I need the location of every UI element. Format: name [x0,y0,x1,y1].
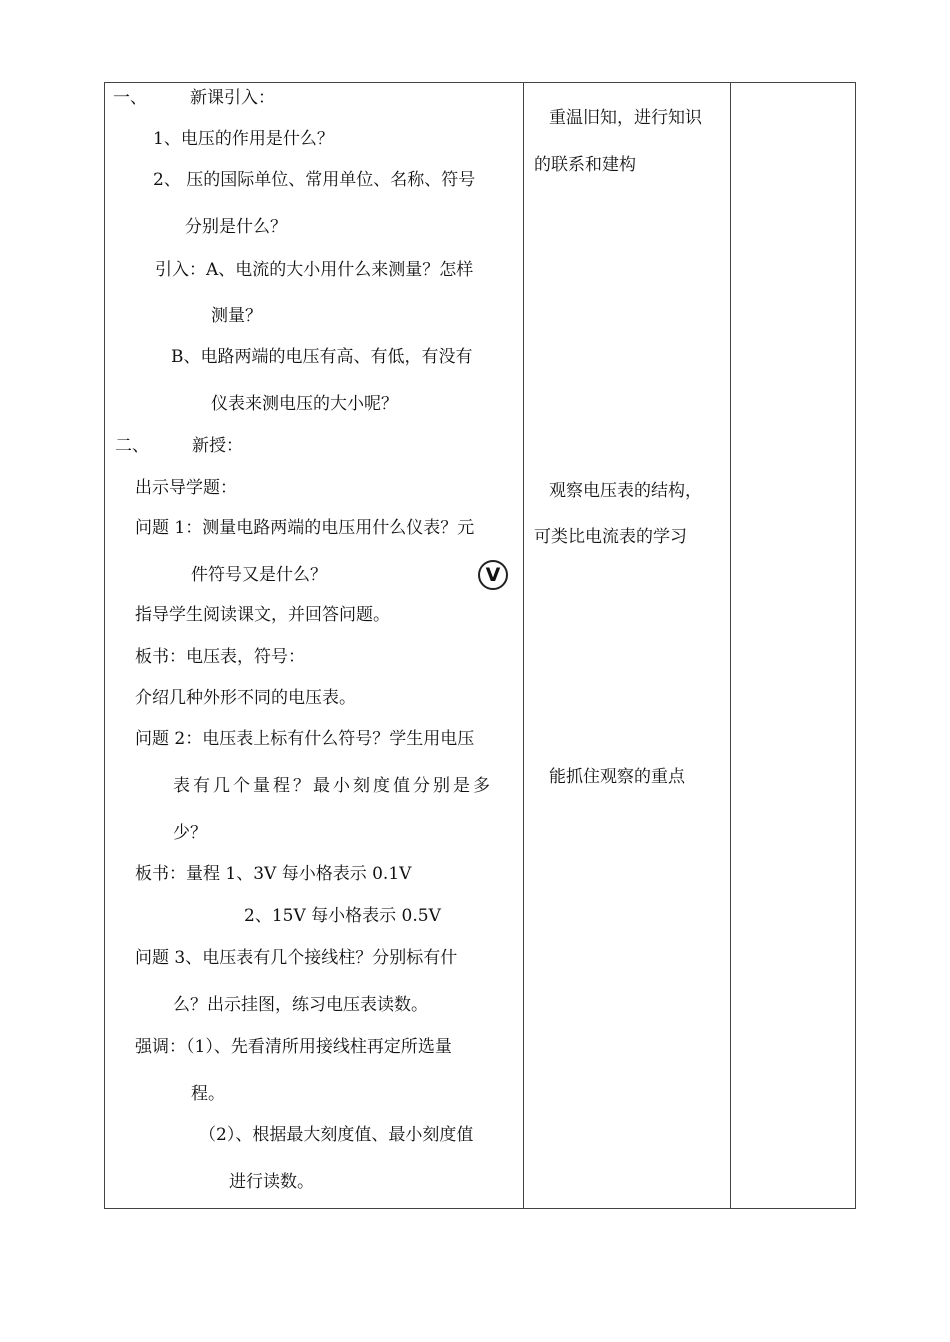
question-text: 么？出示挂图，练习电压表读数。 [173,995,428,1015]
intent-note: 观察电压表的结构， [549,481,702,501]
emphasis-text: 强调：（1）、先看清所用接线柱再定所选量 [135,1037,452,1057]
body-text: 介绍几种外形不同的电压表。 [135,688,356,708]
column-divider [730,83,731,1208]
question-text: 表有几个量程？最小刻度值分别是多 [173,776,493,796]
voltmeter-symbol-icon: V [478,560,508,590]
intro-text: 引入：A、电流的大小用什么来测量？怎样 [155,260,474,280]
lesson-table [104,82,856,1209]
question-text: 问题 1：测量电路两端的电压用什么仪表？元 [135,518,475,538]
intro-text: 仪表来测电压的大小呢？ [211,394,398,414]
question-text: 件符号又是什么？ [191,565,327,585]
intro-text: 测量？ [211,306,262,326]
section-number: 一、 [113,88,147,108]
board-text: 板书：电压表，符号： [135,647,305,667]
body-text: 指导学生阅读课文，并回答问题。 [135,605,390,625]
board-text: 板书：量程 1、3V 每小格表示 0.1V [135,864,412,884]
question-text: 问题 3、电压表有几个接线柱？分别标有什 [135,948,458,968]
intent-note: 的联系和建构 [534,155,636,175]
guide-text: 出示导学题： [135,478,237,498]
question-text: 分别是什么？ [185,217,287,237]
intent-note: 重温旧知，进行知识 [549,108,702,128]
emphasis-text: （2）、根据最大刻度值、最小刻度值 [199,1125,474,1145]
question-text: 少？ [173,823,207,843]
question-text: 2、 压的国际单位、常用单位、名称、符号 [153,170,476,190]
intent-note: 可类比电流表的学习 [534,527,687,547]
emphasis-text: 程。 [191,1084,225,1104]
intent-note: 能抓住观察的重点 [549,767,685,787]
section-title: 新授： [192,436,243,456]
board-text: 2、15V 每小格表示 0.5V [244,906,441,926]
question-text: 问题 2：电压表上标有什么符号？学生用电压 [135,729,475,749]
question-text: 1、电压的作用是什么？ [153,129,334,149]
emphasis-text: 进行读数。 [229,1172,314,1192]
section-title: 新课引入： [190,88,275,108]
section-number: 二、 [115,436,149,456]
column-divider [523,83,524,1208]
intro-text: B、电路两端的电压有高、有低，有没有 [171,347,473,367]
